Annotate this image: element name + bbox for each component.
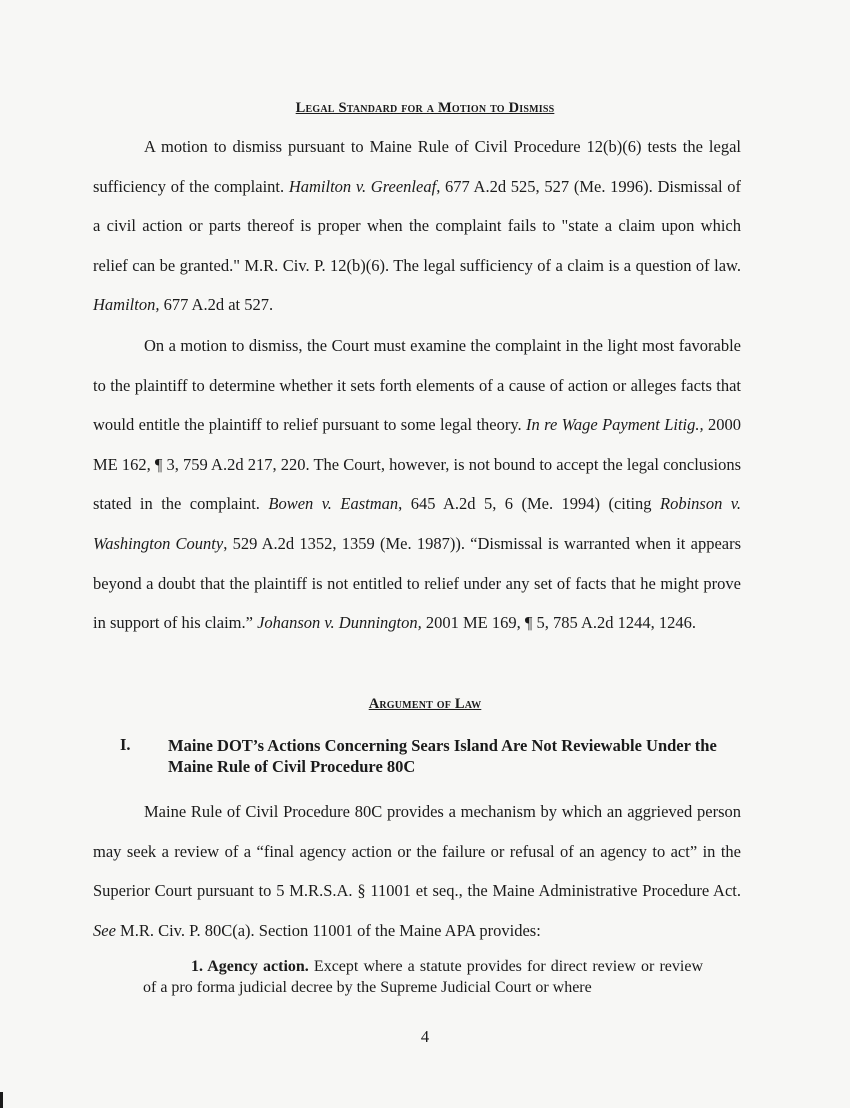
quote-lead: 1. Agency action. — [191, 958, 309, 975]
paragraph-motion-to-dismiss: A motion to dismiss pursuant to Maine Rule of Civil Procedure 12(b)(6) tests the legal sufficiency of the complaint. Hamilton v. Greenleaf, 677 A.2d 525, 527 (Me. 1996). Dismissal of a civil action or parts thereof is proper when the complaint fails to "state a claim upon which relief can be granted." M.R. Civ. P. 12(b)(6). The legal sufficiency of a claim is a question of law. Hamilton, 677 A.2d at 527. — [93, 137, 742, 315]
paragraph-standard-of-review: On a motion to dismiss, the Court must examine the complaint in the light most favorable to the plaintiff to determine whether it sets forth elements of a cause of action or alleges facts that would entitle the plaintiff to relief pursuant to some legal theory. In re Wage Payment Litig., 2000 ME 162, ¶ 3, 759 A.2d 217, 220. The Court, however, is not bound to accept the legal conclusions stated in the complaint. Bowen v. Eastman, 645 A.2d 5, 6 (Me. 1994) (citing Robinson v. Washington County, 529 A.2d 1352, 1359 (Me. 1987)). “Dismissal is warranted when it appears beyond a doubt that the plaintiff is not entitled to relief under any set of facts that he might prove in support of his claim.” Johanson v. Dunnington, 2001 ME 169, ¶ 5, 785 A.2d 1244, 1246. — [93, 336, 742, 633]
section-number: I. — [120, 735, 131, 754]
citation-wage-payment: In re Wage Payment Litig., — [526, 415, 704, 435]
citation-bowen: Bowen v. Eastman — [268, 494, 399, 514]
section-title: Maine DOT’s Actions Concerning Sears Island Are Not Reviewable Under the Maine Rule of Civil Procedure 80C — [168, 736, 717, 776]
citation-johanson: Johanson v. Dunnington, — [257, 613, 422, 633]
citation-hamilton-short: Hamilton, — [93, 295, 160, 315]
scan-edge-mark — [0, 1092, 3, 1108]
paragraph-rule-80c: Maine Rule of Civil Procedure 80C provides a mechanism by which an aggrieved person may seek a review of a “final agency action or the failure or refusal of an agency to act” in the Superior Court pursuant to 5 M.R.S.A. § 11001 et seq., the Maine Administrative Procedure Act. See M.R. Civ. P. 80C(a). Section 11001 of the Maine APA provides: — [93, 802, 741, 940]
page-number: 4 — [420, 1027, 430, 1046]
legal-standard-heading: Legal Standard for a Motion to Dismiss — [295, 100, 555, 116]
block-quote-statute: 1. Agency action. Except where a statute provides for direct review or review of a pro forma judicial decree by the Supreme Judicial Court or where — [143, 958, 703, 996]
argument-of-law-heading: Argument of Law — [368, 696, 482, 712]
signal-see: See — [93, 920, 116, 940]
citation-robinson: Robinson v. Washington County — [93, 494, 742, 553]
citation-hamilton: Hamilton v. Greenleaf — [288, 176, 437, 196]
